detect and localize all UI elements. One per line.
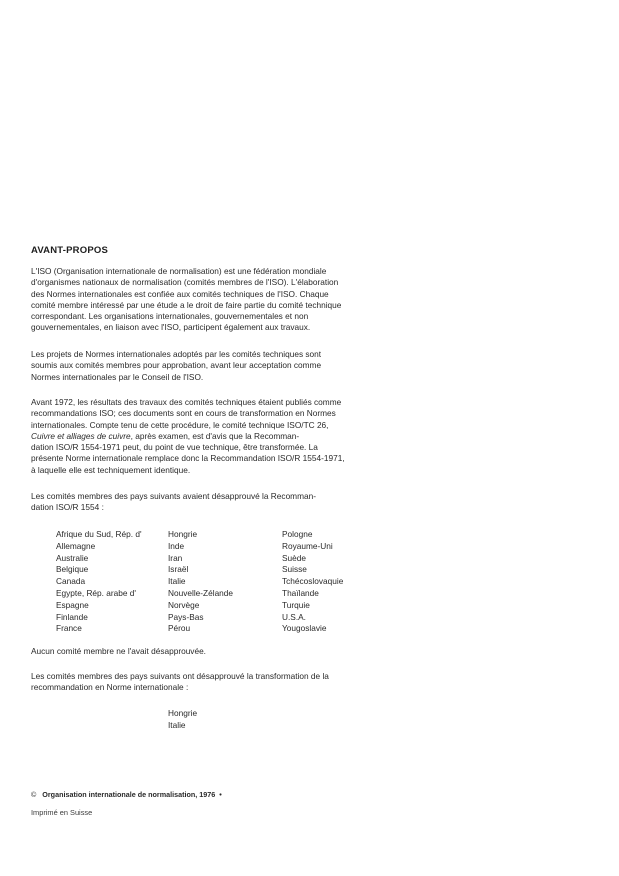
country-item: Pologne <box>282 529 313 539</box>
paragraph-iso-intro <box>31 266 381 334</box>
committee-title: Cuivre et alliages de cuivre <box>31 430 131 441</box>
country-item: France <box>56 623 82 634</box>
country-item: Hongrie <box>168 708 198 718</box>
text-line: Les comités membres des pays suivants avaient désapprouvé la Recomman- <box>31 491 316 501</box>
country-item: U.S.A. <box>282 611 306 622</box>
country-item: Allemagne <box>56 540 96 551</box>
country-item: Turquie <box>282 599 310 610</box>
country-item: Afrique du Sud, Rép. d' <box>56 529 142 539</box>
country-item: Royaume-Uni <box>282 540 333 551</box>
paragraph-history <box>31 397 381 476</box>
no-disapproval-statement: Aucun comité membre ne l'avait désapprouvée. <box>31 646 206 656</box>
text-line: correspondant. Les organisations internationales, gouvernementales et non <box>31 311 309 322</box>
country-item: Italie <box>168 576 186 587</box>
text-line: Les comités membres des pays suivants ont désapprouvé la transformation de la <box>31 671 329 681</box>
paragraph-disapproval-intro <box>31 491 381 514</box>
copyright-text: Organisation internationale de normalisation, 1976 <box>42 790 216 799</box>
country-item: Suède <box>282 552 306 563</box>
country-item: Egypte, Rép. arabe d' <box>56 587 136 598</box>
text-line: Normes internationales par le Conseil de l'ISO. <box>31 371 204 382</box>
text-line-italic-title: Cuivre et alliages de cuivre, après examen, est d'avis que la Recomman- <box>31 430 300 441</box>
country-column-1 <box>56 529 142 635</box>
text-line: recommandation en Norme internationale : <box>31 682 189 693</box>
paragraph-draft-approval <box>31 349 381 383</box>
paragraph-transformation <box>31 671 381 694</box>
country-item: Espagne <box>56 599 89 610</box>
text-line: présente Norme internationale remplace donc la Recommandation ISO/R 1554-1971, <box>31 453 345 464</box>
bullet-icon: • <box>219 790 222 799</box>
country-item: Pays-Bas <box>168 611 204 622</box>
text-line: dation ISO/R 1554 : <box>31 502 104 513</box>
country-item: Iran <box>168 552 183 563</box>
text-line: à laquelle elle est techniquement identique. <box>31 464 191 475</box>
country-item: Thaïlande <box>282 587 319 598</box>
text-line: recommandations ISO; ces documents sont en cours de transformation en Normes <box>31 408 336 419</box>
foreword-title: AVANT-PROPOS <box>31 245 108 256</box>
country-column-3 <box>282 529 343 635</box>
copyright-symbol: © <box>31 790 37 799</box>
text-line: d'organismes nationaux de normalisation (comités membres de l'ISO). L'élaboration <box>31 277 339 288</box>
copyright-line <box>31 790 222 799</box>
country-item: Hongrie <box>168 529 198 539</box>
text-line: internationales. Compte tenu de cette procédure, le comité technique ISO/TC 26, <box>31 419 329 430</box>
country-item: Italie <box>168 720 186 730</box>
country-item: Suisse <box>282 564 307 575</box>
text-line: des Normes internationales est confiée aux comités techniques de l'ISO. Chaque <box>31 288 329 299</box>
country-item: Tchécoslovaquie <box>282 576 344 587</box>
transformation-disapprovers-list <box>168 707 197 731</box>
country-item: Finlande <box>56 611 88 622</box>
text-line: soumis aux comités membres pour approbation, avant leur acceptation comme <box>31 360 322 371</box>
country-item: Norvège <box>168 599 200 610</box>
text-line: L'ISO (Organisation internationale de normalisation) est une fédération mondiale <box>31 266 327 276</box>
text-line: comité membre intéressé par une étude a le droit de faire partie du comité technique <box>31 299 342 310</box>
country-column-2 <box>168 529 233 635</box>
country-item: Yougoslavie <box>282 623 327 634</box>
country-item: Inde <box>168 540 185 551</box>
country-item: Nouvelle-Zélande <box>168 587 234 598</box>
country-item: Israël <box>168 564 189 575</box>
country-item: Belgique <box>56 564 89 575</box>
text-line: dation ISO/R 1554-1971 peut, du point de vue technique, être transformée. La <box>31 442 318 453</box>
text-line: gouvernementales, en liaison avec l'ISO, participent également aux travaux. <box>31 322 311 333</box>
country-item: Canada <box>56 576 86 587</box>
printed-in: Imprimé en Suisse <box>31 808 93 817</box>
country-item: Pérou <box>168 623 191 634</box>
country-item: Australie <box>56 552 89 563</box>
text-line: Avant 1972, les résultats des travaux des comités techniques étaient publiés comme <box>31 397 342 407</box>
text-line: Les projets de Normes internationales adoptés par les comités techniques sont <box>31 349 322 359</box>
